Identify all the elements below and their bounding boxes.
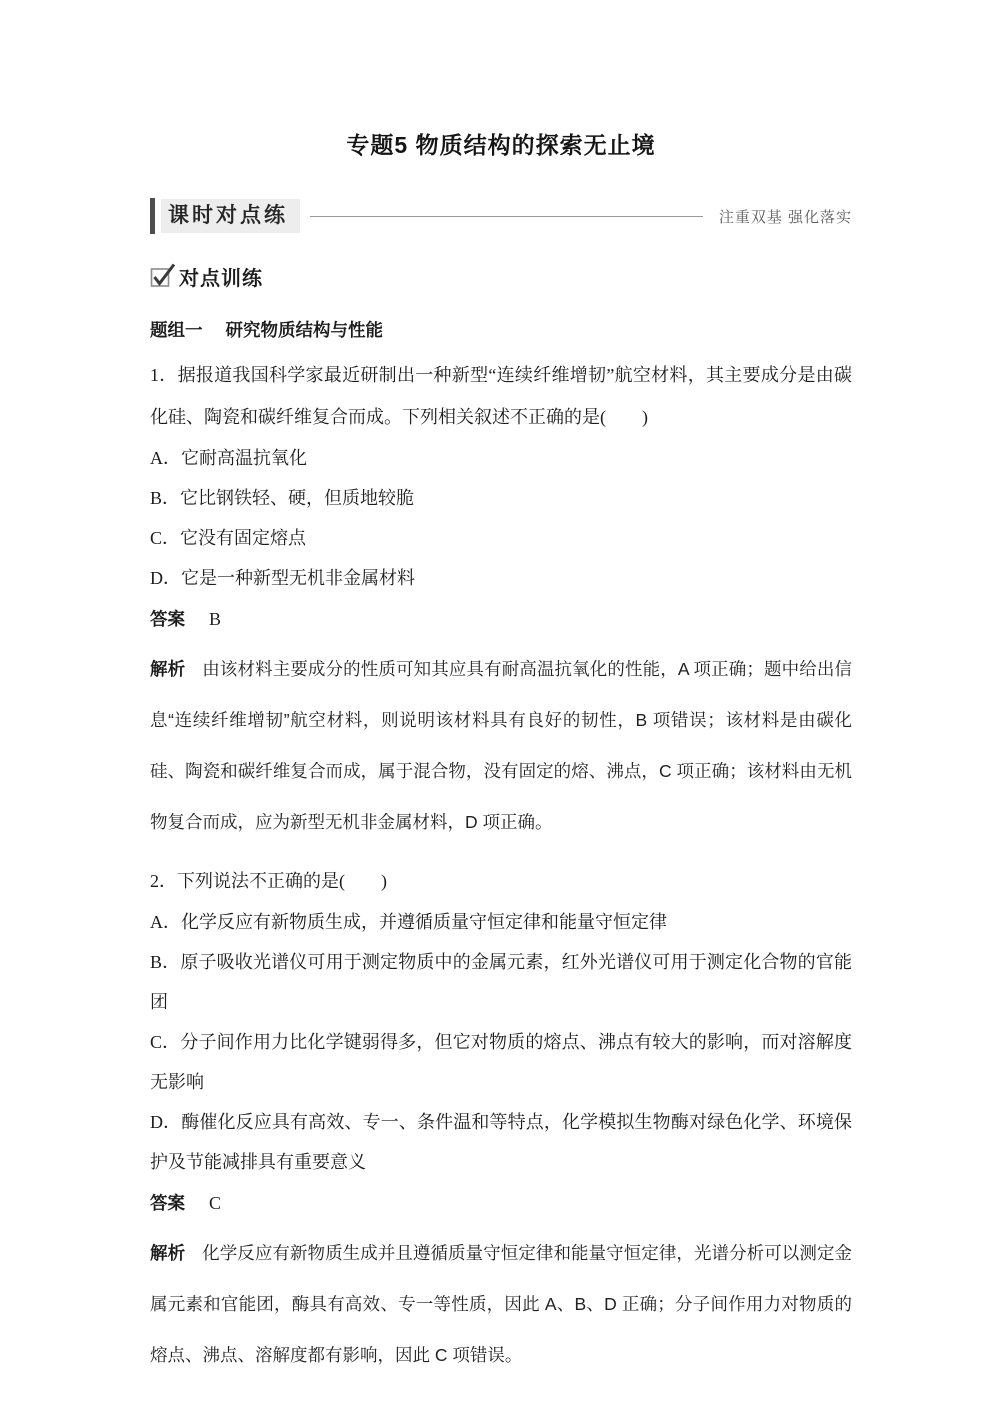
analysis-label: 解析 [150, 659, 186, 679]
analysis-text: 化学反应有新物质生成并且遵循质量守恒定律和能量守恒定律，光谱分析可以测定金属元素和官能团，酶具有高效、专一等性质，因此 A、B、D 正确；分子间作用力对物质的熔点、沸点、溶解度都有影响，因此 C 项错误。 [150, 1243, 853, 1365]
question-2-option-c: C．分子间作用力比化学键弱得多，但它对物质的熔点、沸点有较大的影响，而对溶解度无影响 [150, 1032, 852, 1092]
band-vertical-bar [150, 198, 155, 234]
band-title: 课时对点练 [161, 199, 300, 233]
topic-group-header [150, 318, 852, 342]
analysis-text: 由该材料主要成分的性质可知其应具有耐高温抗氧化的性能，A 项正确；题中给出信息“连续纤维增韧”航空材料，则说明该材料具有良好的韧性，B 项错误；该材料是由碳化硅、陶瓷和碳纤维复合而成，属于混合物，没有固定的熔、沸点，C 项正确；该材料由无机物复合而成，应为新型无机非金属材料，D 项正确。 [150, 659, 852, 832]
question-1-option-b: B．它比钢铁轻、硬，但质地较脆 [150, 488, 415, 508]
answer-label: 答案 [150, 1193, 185, 1213]
topic-group-title: 研究物质结构与性能 [225, 320, 383, 340]
page-title: 专题5 物质结构的探索无止境 [346, 132, 656, 158]
question-1-number: 1． [150, 365, 178, 385]
checkbox-check-icon [150, 262, 176, 289]
question-1-analysis [150, 644, 852, 848]
question-1-option-d: D．它是一种新型无机非金属材料 [150, 568, 415, 588]
answer-label: 答案 [150, 609, 185, 629]
question-2-stem: 2．下列说法不正确的是( ) [150, 871, 387, 891]
section-band [150, 198, 852, 234]
question-1-option-c: C．它没有固定熔点 [150, 528, 307, 548]
band-tagline: 注重双基 强化落实 [718, 208, 852, 226]
answer-value: C [209, 1193, 222, 1213]
question-1-answer-line [150, 599, 852, 639]
subsection-header [150, 262, 852, 291]
subsection-title: 对点训练 [179, 268, 263, 290]
question-2-option-a: A．化学反应有新物质生成，并遵循质量守恒定律和能量守恒定律 [150, 912, 667, 932]
question-1-stem: 1．据报道我国科学家最近研制出一种新型“连续纤维增韧”航空材料，其主要成分是由碳化硅、陶瓷和碳纤维复合而成。下列相关叙述不正确的是( ) [150, 365, 853, 427]
band-divider-line [310, 216, 703, 217]
question-1 [150, 354, 852, 848]
question-2 [150, 860, 852, 1381]
topic-group-label: 题组一 [150, 320, 203, 340]
answer-value: B [209, 609, 222, 629]
question-2-analysis [150, 1228, 852, 1381]
question-2-number: 2． [150, 871, 177, 891]
question-2-answer-line [150, 1183, 852, 1223]
question-2-option-d: D．酶催化反应具有高效、专一、条件温和等特点，化学模拟生物酶对绿色化学、环境保护及节能减排具有重要意义 [150, 1112, 852, 1172]
question-1-option-a: A．它耐高温抗氧化 [150, 448, 307, 468]
analysis-label: 解析 [150, 1243, 186, 1263]
question-2-option-b: B．原子吸收光谱仪可用于测定物质中的金属元素，红外光谱仪可用于测定化合物的官能团 [150, 952, 852, 1012]
